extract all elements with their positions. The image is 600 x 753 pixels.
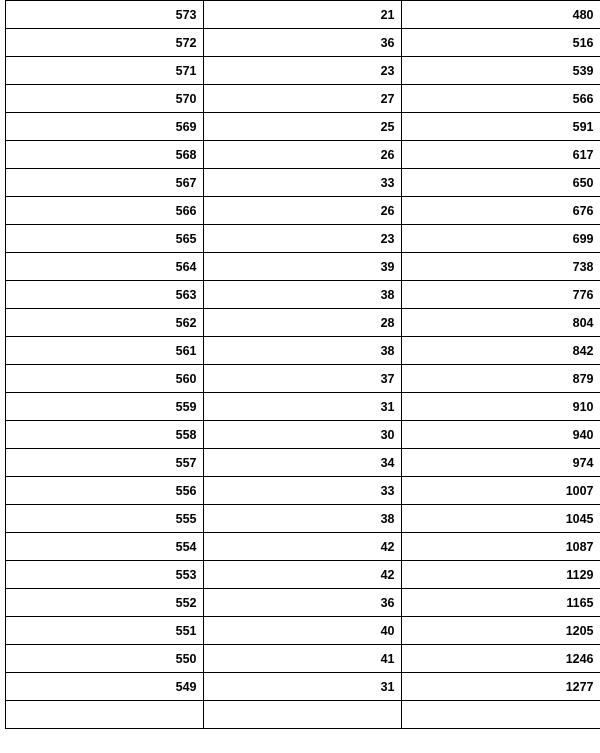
table-cell[interactable]: 567 <box>5 169 203 197</box>
table-cell[interactable]: 25 <box>203 113 401 141</box>
table-cell[interactable]: 568 <box>5 141 203 169</box>
table-row[interactable] <box>0 393 600 421</box>
table-cell[interactable]: 776 <box>401 281 600 309</box>
table-cell[interactable]: 28 <box>203 309 401 337</box>
table-cell[interactable]: 1007 <box>401 477 600 505</box>
table-cell[interactable]: 27 <box>203 85 401 113</box>
table-cell[interactable]: 566 <box>5 197 203 225</box>
table-body <box>0 1 600 729</box>
table-cell[interactable]: 557 <box>5 449 203 477</box>
table-cell[interactable]: 676 <box>401 197 600 225</box>
table-cell[interactable]: 554 <box>5 533 203 561</box>
table-cell[interactable]: 804 <box>401 309 600 337</box>
table-cell[interactable]: 1087 <box>401 533 600 561</box>
table-cell[interactable]: 1129 <box>401 561 600 589</box>
table-cell[interactable]: 566 <box>401 85 600 113</box>
table-cell[interactable]: 539 <box>401 57 600 85</box>
table-cell[interactable]: 21 <box>203 1 401 29</box>
table-cell[interactable]: 26 <box>203 197 401 225</box>
table-cell[interactable]: 42 <box>203 561 401 589</box>
table-cell[interactable]: 563 <box>5 281 203 309</box>
table-cell[interactable]: 571 <box>5 57 203 85</box>
table-cell[interactable]: 561 <box>5 337 203 365</box>
table-cell[interactable]: 1045 <box>401 505 600 533</box>
table-cell[interactable]: 37 <box>203 365 401 393</box>
table-cell[interactable]: 38 <box>203 505 401 533</box>
table-cell[interactable]: 1165 <box>401 589 600 617</box>
table-cell[interactable]: 553 <box>5 561 203 589</box>
table-cell[interactable]: 41 <box>203 645 401 673</box>
table-cell[interactable]: 26 <box>203 141 401 169</box>
table-cell[interactable]: 38 <box>203 337 401 365</box>
table-cell[interactable]: 38 <box>203 281 401 309</box>
table-cell[interactable]: 33 <box>203 477 401 505</box>
table-cell[interactable]: 1246 <box>401 645 600 673</box>
table-cell[interactable] <box>401 701 600 729</box>
table-cell[interactable]: 974 <box>401 449 600 477</box>
table-row[interactable] <box>0 197 600 225</box>
table-cell[interactable]: 572 <box>5 29 203 57</box>
table-cell[interactable]: 1205 <box>401 617 600 645</box>
table-cell[interactable]: 42 <box>203 533 401 561</box>
table-cell[interactable]: 842 <box>401 337 600 365</box>
table-cell[interactable]: 558 <box>5 421 203 449</box>
table-cell[interactable]: 23 <box>203 57 401 85</box>
table-row[interactable] <box>0 29 600 57</box>
table-row[interactable] <box>0 421 600 449</box>
table-row[interactable] <box>0 365 600 393</box>
table-row[interactable] <box>0 617 600 645</box>
table-row[interactable] <box>0 253 600 281</box>
table-cell[interactable]: 738 <box>401 253 600 281</box>
table-row[interactable] <box>0 169 600 197</box>
table-cell[interactable]: 33 <box>203 169 401 197</box>
table-cell[interactable]: 564 <box>5 253 203 281</box>
table-row[interactable] <box>0 477 600 505</box>
table-cell[interactable]: 1277 <box>401 673 600 701</box>
table-row[interactable] <box>0 645 600 673</box>
table-cell[interactable]: 23 <box>203 225 401 253</box>
table-cell[interactable]: 31 <box>203 393 401 421</box>
table-cell[interactable]: 591 <box>401 113 600 141</box>
table-cell[interactable]: 516 <box>401 29 600 57</box>
table-cell[interactable]: 36 <box>203 29 401 57</box>
table-row[interactable] <box>0 701 600 729</box>
table-cell[interactable]: 879 <box>401 365 600 393</box>
table-row[interactable] <box>0 141 600 169</box>
table-cell[interactable]: 40 <box>203 617 401 645</box>
table-row[interactable] <box>0 225 600 253</box>
table-cell[interactable]: 559 <box>5 393 203 421</box>
table-row[interactable] <box>0 561 600 589</box>
table-row[interactable] <box>0 337 600 365</box>
table-cell[interactable]: 555 <box>5 505 203 533</box>
table-row[interactable] <box>0 281 600 309</box>
table-row[interactable] <box>0 309 600 337</box>
table-row[interactable] <box>0 85 600 113</box>
table-row[interactable] <box>0 449 600 477</box>
table-cell[interactable] <box>5 701 203 729</box>
table-row[interactable] <box>0 673 600 701</box>
table-cell[interactable]: 556 <box>5 477 203 505</box>
table-cell[interactable]: 552 <box>5 589 203 617</box>
table-row[interactable] <box>0 505 600 533</box>
table-cell[interactable]: 573 <box>5 1 203 29</box>
table-cell[interactable]: 570 <box>5 85 203 113</box>
table-cell[interactable]: 39 <box>203 253 401 281</box>
table-cell[interactable] <box>203 701 401 729</box>
table-cell[interactable]: 699 <box>401 225 600 253</box>
table-cell[interactable]: 30 <box>203 421 401 449</box>
table-cell[interactable]: 565 <box>5 225 203 253</box>
table-cell[interactable]: 940 <box>401 421 600 449</box>
table-cell[interactable]: 560 <box>5 365 203 393</box>
table-cell[interactable]: 34 <box>203 449 401 477</box>
table-cell[interactable]: 36 <box>203 589 401 617</box>
table-cell[interactable]: 650 <box>401 169 600 197</box>
table-row[interactable] <box>0 589 600 617</box>
table-row[interactable] <box>0 113 600 141</box>
table-cell[interactable]: 569 <box>5 113 203 141</box>
table-cell[interactable]: 910 <box>401 393 600 421</box>
table-cell[interactable]: 31 <box>203 673 401 701</box>
table-cell[interactable]: 551 <box>5 617 203 645</box>
table-cell[interactable]: 480 <box>401 1 600 29</box>
table-cell[interactable]: 562 <box>5 309 203 337</box>
table-cell[interactable]: 549 <box>5 673 203 701</box>
table-cell[interactable]: 550 <box>5 645 203 673</box>
table-cell[interactable]: 617 <box>401 141 600 169</box>
table-row[interactable] <box>0 533 600 561</box>
table-row[interactable] <box>0 57 600 85</box>
table-row[interactable] <box>0 1 600 29</box>
